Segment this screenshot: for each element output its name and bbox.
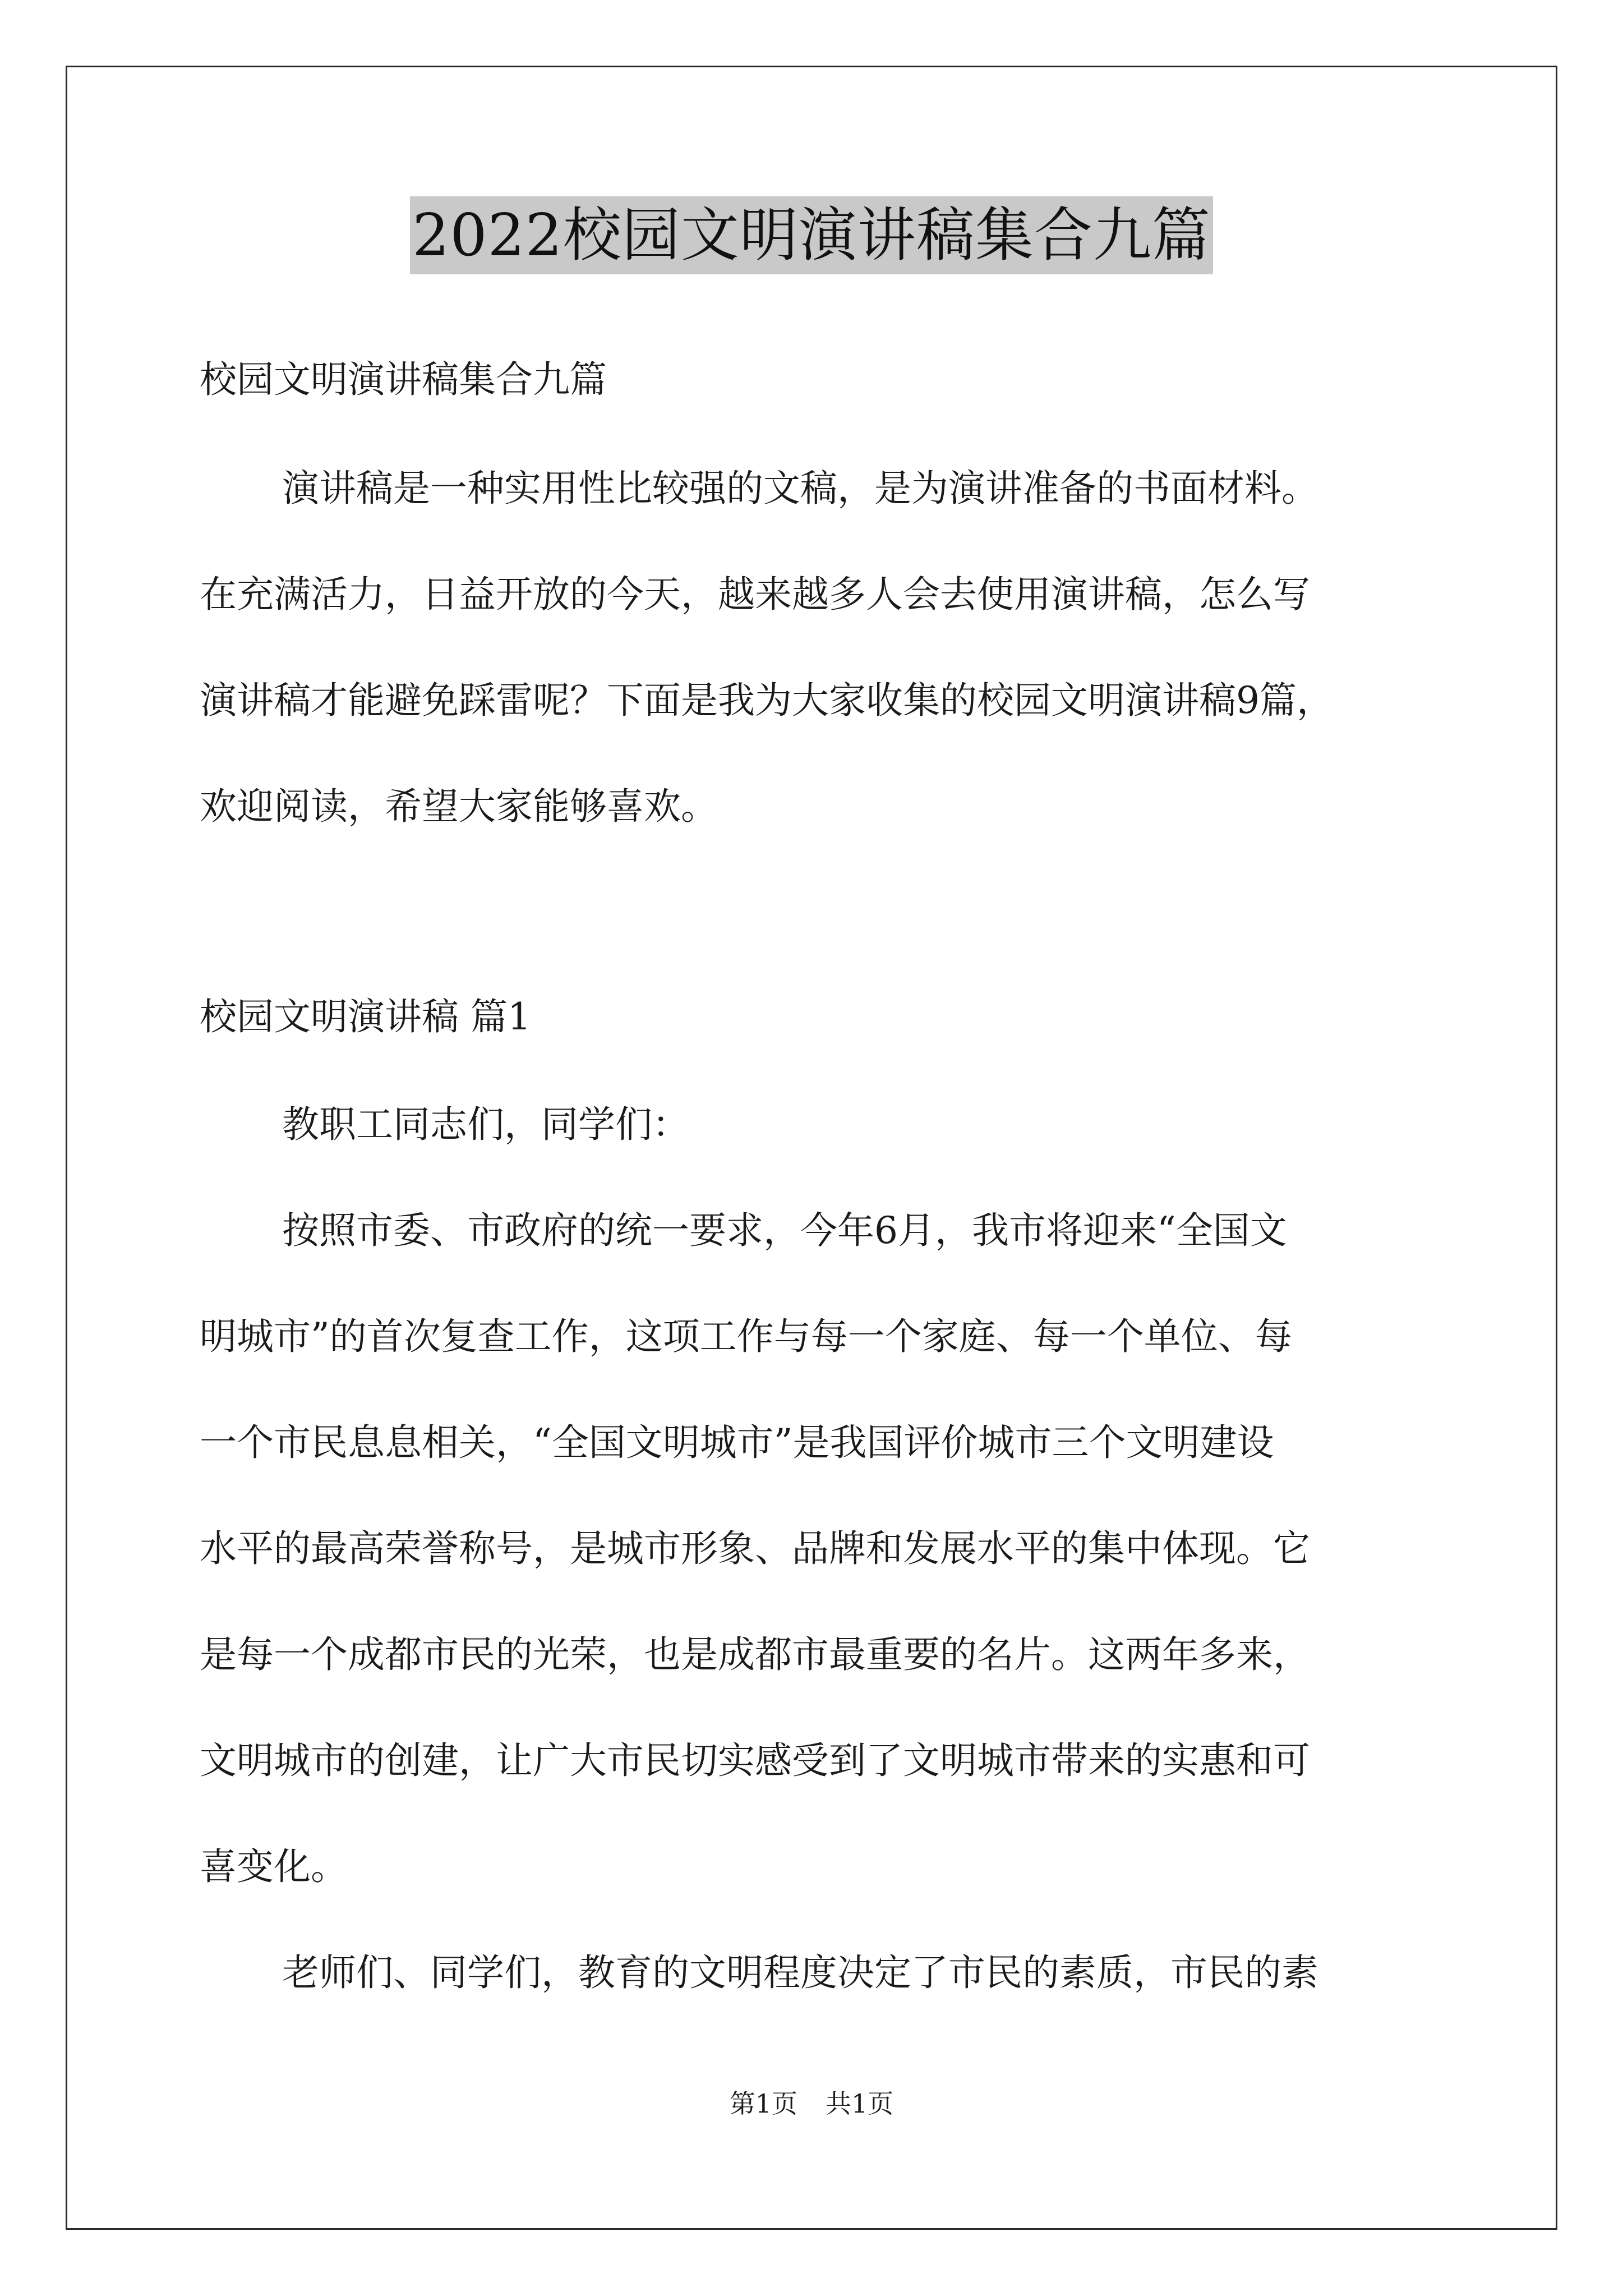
para1-line-3: 一个市民息息相关，“全国文明城市”是我国评价城市三个文明建设 [200, 1421, 1274, 1464]
document-title: 2022校园文明演讲稿集合九篇 [410, 196, 1213, 274]
para1-line-7: 喜变化。 [200, 1845, 348, 1888]
para1-line-1: 按照市委、市政府的统一要求，今年6月，我市将迎来“全国文 [282, 1209, 1287, 1252]
para1-line-4: 水平的最高荣誉称号，是城市形象、品牌和发展水平的集中体现。它 [200, 1527, 1310, 1570]
title-container [0, 196, 1623, 274]
page-number: 第1页 [729, 2088, 797, 2119]
greeting-line: 教职工同志们，同学们： [282, 1103, 689, 1146]
section-heading: 校园文明演讲稿 篇1 [200, 995, 531, 1038]
intro-line-4: 欢迎阅读，希望大家能够喜欢。 [200, 785, 718, 828]
page-total: 共1页 [826, 2088, 894, 2119]
intro-line-3: 演讲稿才能避免踩雷呢？下面是我为大家收集的校园文明演讲稿9篇， [200, 679, 1334, 722]
para1-line-5: 是每一个成都市民的光荣，也是成都市最重要的名片。这两年多来， [200, 1633, 1310, 1676]
para1-line-6: 文明城市的创建，让广大市民切实感受到了文明城市带来的实惠和可 [200, 1739, 1310, 1782]
para1-line-2: 明城市”的首次复查工作，这项工作与每一个家庭、每一个单位、每 [200, 1315, 1292, 1358]
para2-line-1: 老师们、同学们，教育的文明程度决定了市民的素质，市民的素 [282, 1951, 1318, 1994]
page-footer [0, 2087, 1623, 2120]
intro-line-2: 在充满活力，日益开放的今天，越来越多人会去使用演讲稿，怎么写 [200, 573, 1310, 616]
intro-line-1: 演讲稿是一种实用性比较强的文稿，是为演讲准备的书面材料。 [282, 467, 1318, 510]
document-subtitle: 校园文明演讲稿集合九篇 [200, 358, 607, 401]
